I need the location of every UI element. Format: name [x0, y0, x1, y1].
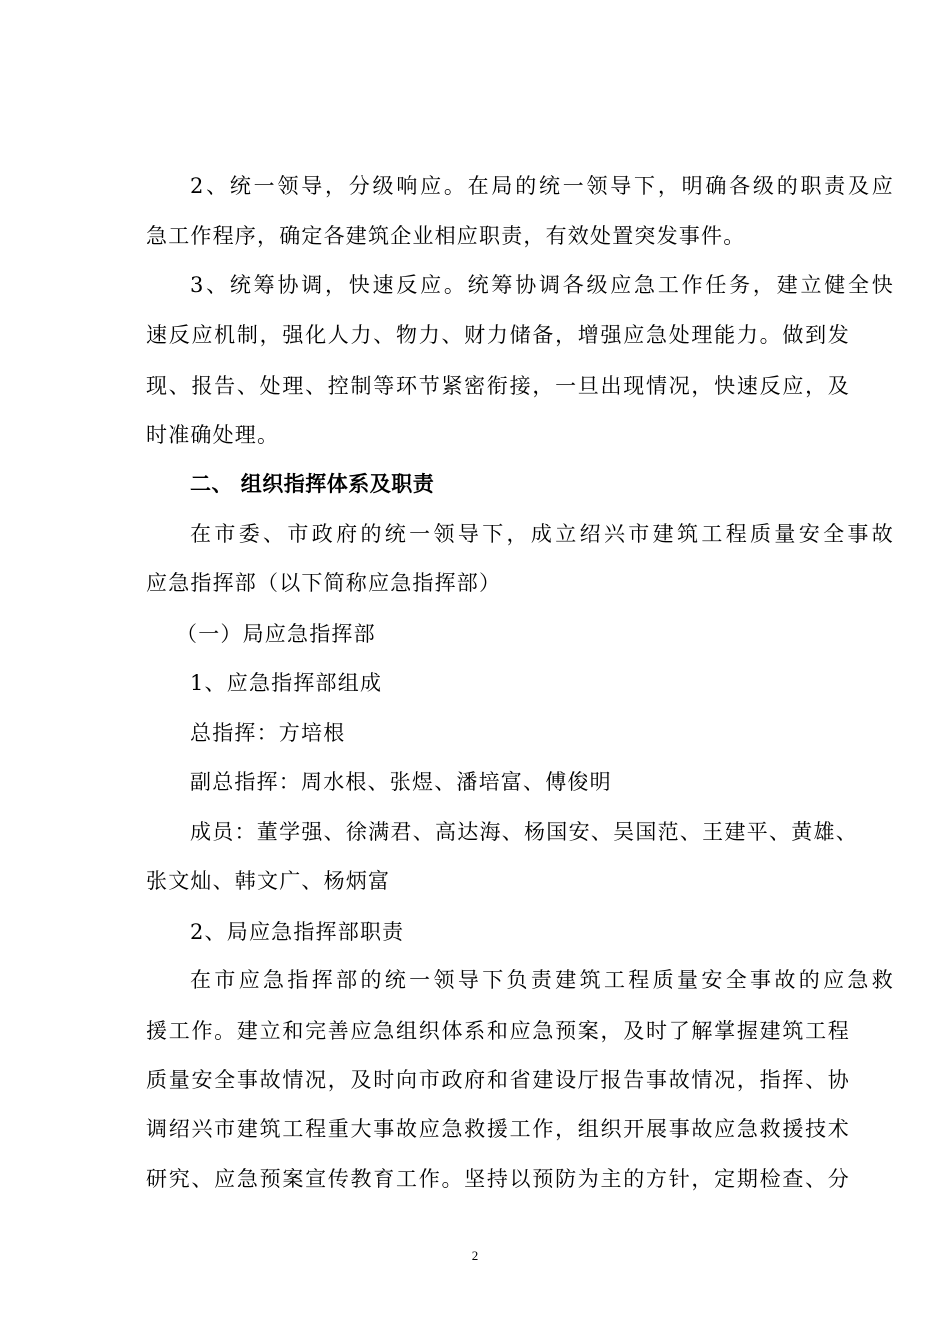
commander-line: 总指挥：方培根	[190, 721, 346, 745]
paragraph-intro-line-2: 应急指挥部（以下简称应急指挥部）	[146, 571, 502, 595]
paragraph-duties-line-2: 援工作。建立和完善应急组织体系和应急预案，及时了解掌握建筑工程	[146, 1019, 850, 1043]
paragraph-duties-line-1: 在市应急指挥部的统一领导下负责建筑工程质量安全事故的应急救	[190, 968, 894, 992]
subheading-duties: 2、局应急指挥部职责	[190, 920, 405, 944]
paragraph-principle-3-line-2: 速反应机制，强化人力、物力、财力储备，增强应急处理能力。做到发	[146, 323, 850, 347]
paragraph-principle-3-line-4: 时准确处理。	[146, 423, 280, 447]
subheading-composition: 1、应急指挥部组成	[190, 671, 383, 695]
deputy-commander-line: 副总指挥：周水根、张煜、潘培富、傅俊明	[190, 770, 612, 794]
section-heading-organization: 二、 组织指挥体系及职责	[190, 472, 435, 496]
paragraph-principle-3-line-3: 现、报告、处理、控制等环节紧密衔接，一旦出现情况，快速反应，及	[146, 374, 850, 398]
paragraph-duties-line-4: 调绍兴市建筑工程重大事故应急救援工作，组织开展事故应急救援技术	[146, 1117, 850, 1141]
paragraph-duties-line-3: 质量安全事故情况，及时向市政府和省建设厅报告事故情况，指挥、协	[146, 1068, 850, 1092]
paragraph-principle-2-line-1: 2、统一领导，分级响应。在局的统一领导下，明确各级的职责及应	[190, 174, 894, 198]
members-line-2: 张文灿、韩文广、杨炳富	[146, 869, 391, 893]
paragraph-principle-3-line-1: 3、统筹协调，快速反应。统筹协调各级应急工作任务，建立健全快	[190, 273, 894, 297]
paragraph-intro-line-1: 在市委、市政府的统一领导下，成立绍兴市建筑工程质量安全事故	[190, 522, 894, 546]
members-line-1: 成员：董学强、徐满君、高达海、杨国安、吴国范、王建平、黄雄、	[190, 820, 858, 844]
paragraph-duties-line-5: 研究、应急预案宣传教育工作。坚持以预防为主的方针，定期检查、分	[146, 1167, 850, 1191]
subheading-bureau-command: （一）局应急指挥部	[176, 622, 376, 646]
page-number: 2	[471, 1248, 479, 1263]
paragraph-principle-2-line-2: 急工作程序，确定各建筑企业相应职责，有效处置突发事件。	[146, 224, 746, 248]
